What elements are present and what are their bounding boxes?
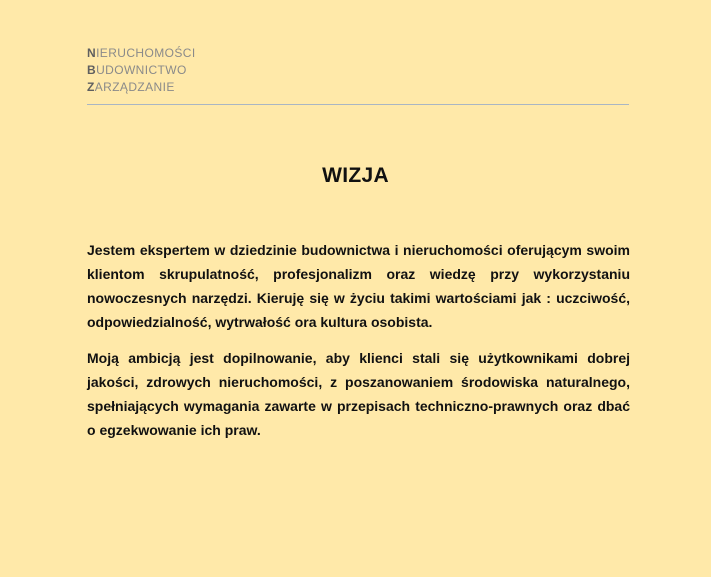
header-initial: Z <box>87 80 95 94</box>
paragraph-vision-values: Jestem ekspertem w dziedzinie budownictwa i nieruchomości oferującym swoim klientom skrupulatność, profesjonalizm oraz wiedzę przy wykorzystaniu nowoczesnych narzędzi. Kieruję się w życiu takimi wartościami jak : uczciwość, odpowiedzialność, wytrwałość ora kultura osobista. <box>87 242 630 330</box>
header-line-rest: UDOWNICTWO <box>96 63 187 77</box>
header-line-rest: IERUCHOMOŚCI <box>96 46 196 60</box>
header-divider <box>87 104 629 105</box>
company-header <box>87 45 629 96</box>
header-line-rest: ARZĄDZANIE <box>94 80 175 94</box>
header-line-zarzadzanie <box>87 79 629 96</box>
header-line-nieruchomosci <box>87 45 629 62</box>
header-line-budownictwo <box>87 62 629 79</box>
paragraph-vision-ambition: Moją ambicją jest dopilnowanie, aby klienci stali się użytkownikami dobrej jakości, zdrowych nieruchomości, z poszanowaniem środowiska naturalnego, spełniających wymagania zawarte w przepisach techniczno-prawnych oraz dbać o egzekwowanie ich praw. <box>87 350 630 438</box>
page-title: WIZJA <box>322 164 389 187</box>
document-body <box>87 238 630 454</box>
header-initial: N <box>87 46 97 60</box>
header-initial: B <box>87 63 97 77</box>
